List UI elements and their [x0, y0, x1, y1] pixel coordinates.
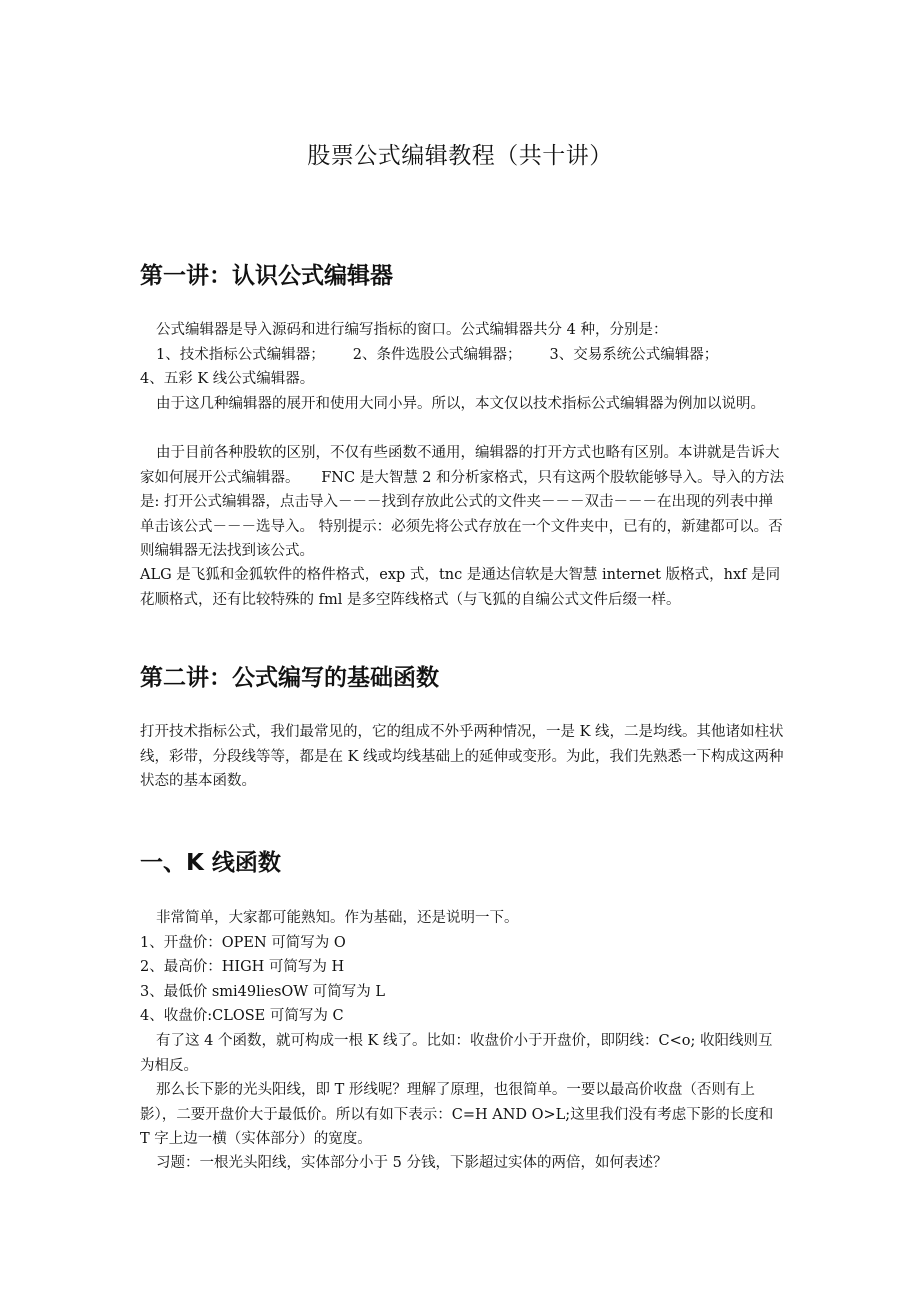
lecture1-heading: 第一讲：认识公式编辑器: [140, 263, 393, 289]
lecture2-heading: 第二讲：公式编写的基础函数: [140, 665, 439, 691]
exercise-text: 习题：一根光头阳线，实体部分小于 5 分钱，下影超过实体的两倍，如何表述？: [156, 1155, 668, 1171]
editor-type-4: 4、五彩 K 线公式编辑器。: [140, 371, 315, 387]
lecture1-paragraph-2: 由于这几种编辑器的展开和使用大同小异。所以，本文仅以技术指标公式编辑器为例加以说明。: [156, 396, 765, 412]
function-item-low: 3、最低价 smi49liesOW 可简写为 L: [140, 984, 386, 1000]
k-line-section-heading: 一、K 线函数: [140, 850, 281, 876]
editor-type-1: 1、技术指标公式编辑器；: [156, 347, 325, 363]
function-item-high: 2、最高价：HIGH 可简写为 H: [140, 959, 345, 975]
editor-type-2: 2、条件选股公式编辑器；: [352, 347, 522, 363]
editor-type-list: [156, 343, 801, 368]
lecture1-intro: 公式编辑器是导入源码和进行编写指标的窗口。公式编辑器共分 4 种，分别是：: [156, 322, 668, 338]
function-item-close: 4、收盘价:CLOSE 可简写为 C: [140, 1008, 344, 1024]
document-title: 股票公式编辑教程（共十讲）: [307, 143, 613, 169]
k-line-paragraph-a: 有了这 4 个函数，就可构成一根 K 线了。比如：收盘价小于开盘价，即阴线：C<o; 收阳线则互为相反。: [140, 1033, 773, 1074]
k-line-intro: 非常简单，大家都可能熟知。作为基础，还是说明一下。: [156, 910, 519, 926]
lecture1-paragraph-4: ALG 是飞狐和金狐软件的格件格式，exp 式，tnc 是通达信软是大智慧 internet 版格式，hxf 是同花顺格式，还有比较特殊的 fml 是多空阵线格式（与飞狐的自编公式文件后缀一样。: [140, 567, 781, 608]
lecture2-paragraph-1: 打开技术指标公式，我们最常见的，它的组成不外乎两种情况，一是 K 线，二是均线。其他诸如柱状线，彩带，分段线等等，都是在 K 线或均线基础上的延伸或变形。为此，我们先熟悉一下构成这两种状态的基本函数。: [140, 724, 784, 789]
k-line-paragraph-b: 那么长下影的光头阳线，即 T 形线呢？理解了原理，也很简单。一要以最高价收盘（否则有上影），二要开盘价大于最低价。所以有如下表示：C=H AND O>L;这里我们没有考虑下影的长度和 T 字上边一横（实体部分）的宽度。: [140, 1082, 774, 1147]
function-item-open: 1、开盘价：OPEN 可简写为 O: [140, 935, 346, 951]
editor-type-3: 3、交易系统公式编辑器；: [549, 347, 719, 363]
lecture1-paragraph-3: 由于目前各种股软的区别，不仅有些函数不通用，编辑器的打开方式也略有区别。本讲就是告诉大家如何展开公式编辑器。 FNC 是大智慧 2 和分析家格式，只有这两个股软能够导入。导入的方法是: 打开公式编辑器，点击导入－－－找到存放此公式的文件夹－－－双击－－－在出现的列表中掸单击该公式－－－选导入。 特别提示：必须先将公式存放在一个文件夹中，已有的，新建都可以。否则编辑器无法找到该公式。: [140, 445, 785, 559]
